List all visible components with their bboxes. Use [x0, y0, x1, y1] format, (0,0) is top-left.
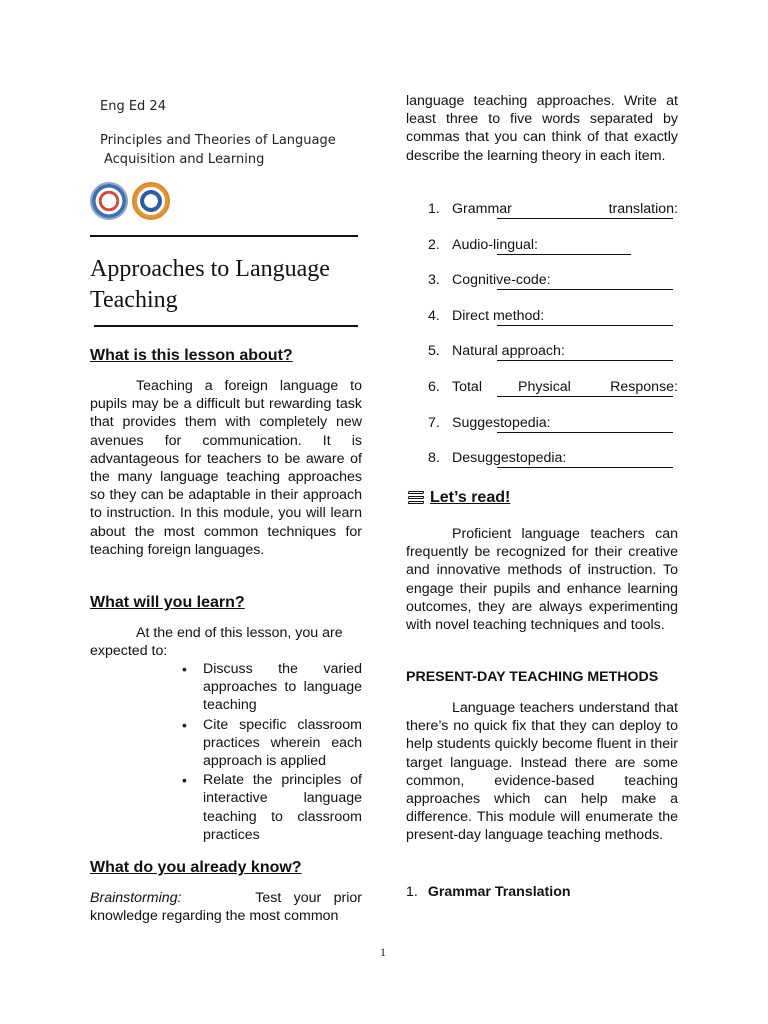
subtitle-line-1: Principles and Theories of Language [100, 133, 336, 148]
list-item: 8. Desuggestopedia: [428, 450, 678, 486]
brainstorm-label: Brainstorming: [90, 890, 182, 906]
list-item: • Discuss the varied approaches to language teaching [180, 660, 362, 715]
about-heading: What is this lesson about? [90, 347, 293, 364]
methods-heading: PRESENT-DAY TEACHING METHODS [406, 669, 659, 685]
about-text: Teaching a foreign language to pupils may be a difficult but rewarding task that provides them with completely new avenues for communication. It is advantageous for teachers to be aware of the many language teaching approaches so they can be adaptable in their approach to instruction. In this module, you will learn about the most common techniques for teaching foreign languages. [90, 378, 362, 558]
book-stack-icon [408, 491, 424, 505]
methods-paragraph [406, 699, 678, 845]
list-item: 1. Grammar translation: [428, 201, 678, 217]
title-line-2: Teaching [90, 287, 178, 313]
know-heading: What do you already know? [90, 859, 302, 876]
course-subtitle [100, 131, 340, 169]
list-item: 6. Total Physical Response: [428, 378, 678, 395]
page-title [90, 254, 360, 316]
answer-blank [497, 360, 673, 361]
list-item: 7. Suggestopedia: [428, 415, 678, 451]
brainstorm-paragraph [90, 889, 362, 925]
brainstorm-text: Test your prior knowledge regarding the most common [90, 890, 362, 925]
lets-read-text: Proficient language teachers can frequently be recognized for their creative and innovative methods of instruction. To engage their pupils and enhance learning outcomes, they are always experimenting with novel teaching techniques and tools. [406, 526, 678, 634]
learn-intro-text: At the end of this lesson, you are expected to: [90, 625, 343, 660]
lets-read-heading-row [408, 489, 510, 507]
institution-logos [90, 182, 170, 220]
answer-blank [497, 218, 673, 219]
lets-read-paragraph [406, 525, 678, 634]
list-item: 5. Natural approach: [428, 343, 678, 379]
list-item: 4. Direct method: [428, 308, 678, 344]
title-rule-bottom [94, 325, 358, 327]
university-seal-logo [90, 182, 128, 220]
approach-items [428, 201, 678, 486]
objectives-list [180, 660, 362, 845]
methods-text: Language teachers understand that there’s no quick fix that they can deploy to help students quickly become fluent in their target language. Instead there are some common, evidence-based teaching approaches which can help make a difference. This module will enumerate the present-day language teaching methods. [406, 700, 678, 844]
list-item: 3. Cognitive-code: [428, 272, 678, 308]
first-method-number: 1. [406, 884, 418, 900]
about-paragraph [90, 377, 362, 559]
learn-intro [90, 624, 362, 660]
title-line-1: Approaches to Language [90, 256, 330, 282]
list-item: 2. Audio-lingual: [428, 237, 678, 273]
course-code: Eng Ed 24 [100, 99, 166, 114]
brainstorm-continued: language teaching approaches. Write at least three to five words separated by commas that you can think of that exactly describe the learning theory in each item. [406, 93, 678, 164]
college-seal-logo [132, 182, 170, 220]
answer-blank [497, 325, 673, 326]
first-method-heading [406, 884, 571, 900]
lets-read-heading: Let’s read! [430, 489, 511, 506]
subtitle-line-2: Acquisition and Learning [104, 152, 265, 167]
answer-blank [497, 432, 673, 433]
answer-blank [497, 289, 673, 290]
page-number: 1 [380, 945, 386, 959]
learn-heading: What will you learn? [90, 594, 245, 611]
answer-blank [497, 467, 673, 468]
first-method-title: Grammar Translation [427, 884, 571, 900]
answer-blank [497, 254, 631, 255]
list-item: • Cite specific classroom practices wherein each approach is applied [180, 716, 362, 771]
answer-blank [497, 396, 673, 397]
title-rule-top [90, 235, 358, 237]
list-item: • Relate the principles of interactive language teaching to classroom practices [180, 771, 362, 844]
